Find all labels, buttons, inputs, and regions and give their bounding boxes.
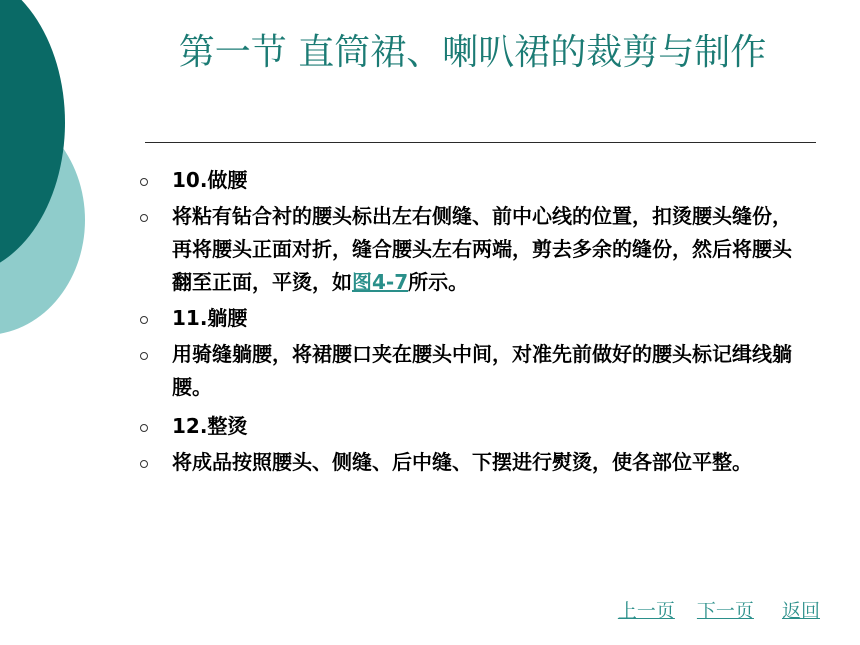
bullet-item — [130, 338, 810, 404]
bullet-text: 将成品按照腰头、侧缝、后中缝、下摆进行熨烫，使各部位平整。 — [172, 450, 752, 474]
next-page-link[interactable]: 下一页 — [696, 600, 754, 622]
slide-navigation — [602, 596, 820, 623]
bullet-text: 10.做腰 — [172, 168, 248, 192]
slide-title: 第一节 直筒裙、喇叭裙的裁剪与制作 — [178, 32, 767, 73]
bullet-item — [130, 446, 810, 479]
figure-link[interactable]: 图4-7 — [352, 270, 409, 294]
bullet-text: 将粘有钻合衬的腰头标出左右侧缝、前中心线的位置，扣烫腰头缝份，再将腰头正面对折，缝合腰头左右两端，剪去多余的缝份，然后将腰头翻至正面，平烫，如 — [172, 204, 792, 294]
bullet-text: 用骑缝躺腰，将裙腰口夹在腰头中间，对准先前做好的腰头标记缉线躺腰。 — [172, 342, 792, 399]
title-divider — [145, 142, 816, 143]
bullet-text: 12.整烫 — [172, 414, 248, 438]
bullet-text-tail: 所示。 — [408, 270, 469, 294]
circle-bullet-icon — [140, 178, 148, 186]
bullet-item — [130, 200, 810, 299]
circle-bullet-icon — [140, 460, 148, 468]
bullet-item — [130, 410, 810, 443]
bullet-item — [130, 164, 810, 197]
bullet-list — [130, 164, 810, 482]
bullet-item — [130, 302, 810, 335]
circle-bullet-icon — [140, 214, 148, 222]
prev-page-link[interactable]: 上一页 — [617, 600, 675, 622]
circle-bullet-icon — [140, 316, 148, 324]
circle-bullet-icon — [140, 424, 148, 432]
bullet-text: 11.躺腰 — [172, 306, 248, 330]
circle-bullet-icon — [140, 352, 148, 360]
back-link[interactable]: 返回 — [781, 600, 820, 622]
